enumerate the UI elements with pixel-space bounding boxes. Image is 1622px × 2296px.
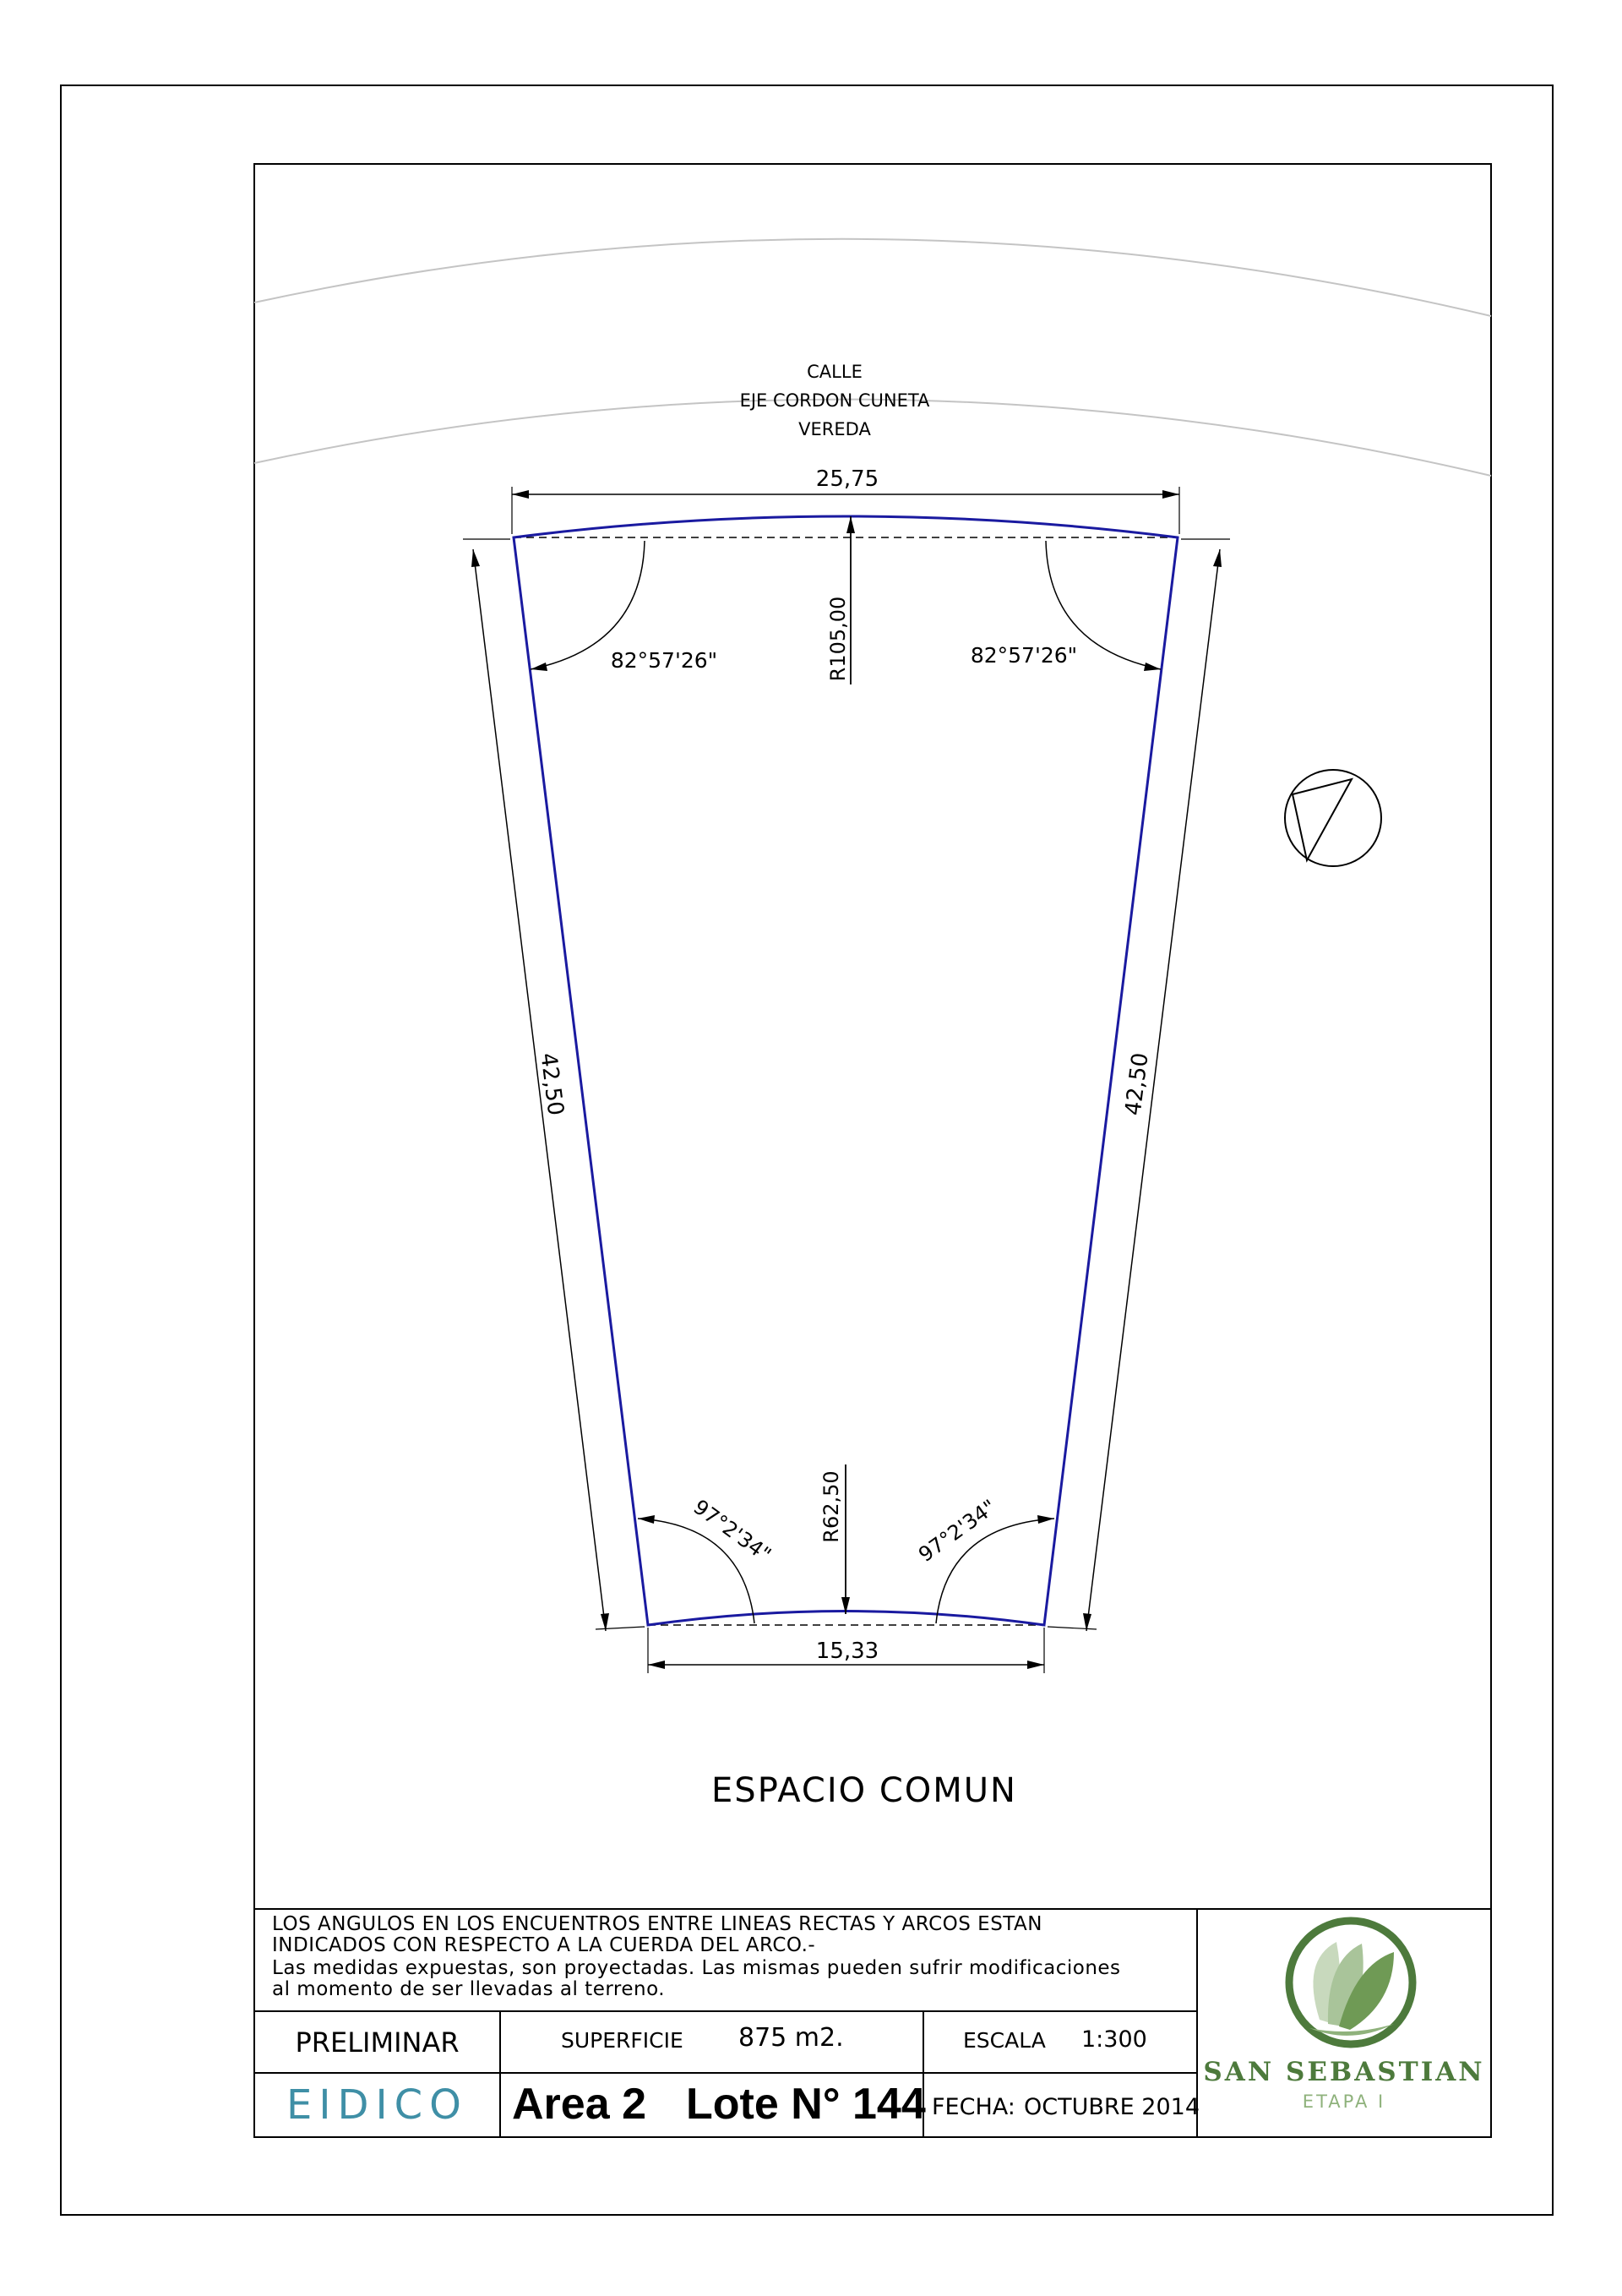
status-label: PRELIMINAR: [295, 2026, 460, 2059]
arrowhead: [1027, 1661, 1044, 1669]
disclaimer-line2: al momento de ser llevadas al terreno.: [272, 1978, 666, 2000]
scale-value: 1:300: [1081, 2026, 1147, 2053]
drawing-frame: [254, 164, 1491, 2137]
left-side-dim-line: [473, 549, 606, 1631]
angle-note-line2: INDICADOS CON RESPECTO A LA CUERDA DEL ARCO.-: [272, 1934, 816, 1956]
north-arrow-icon: [1285, 770, 1381, 866]
arrowhead: [1162, 490, 1179, 499]
plot-outline: [514, 516, 1178, 1625]
date-label: FECHA:: [932, 2094, 1015, 2120]
right-side-label: 42,50: [1120, 1051, 1154, 1117]
arrowhead: [512, 490, 529, 499]
brand-stage: ETAPA I: [1302, 2091, 1386, 2112]
extension-line: [596, 1627, 645, 1629]
arrowhead: [638, 1515, 655, 1524]
eidico-logo: EIDICO: [286, 2081, 468, 2129]
top-width-label: 25,75: [815, 466, 879, 492]
brand-name: SAN SEBASTIAN: [1203, 2057, 1485, 2087]
area-label: Area 2: [512, 2080, 646, 2129]
sidewalk-label: VEREDA: [798, 419, 871, 439]
common-space-label: ESPACIO COMUN: [711, 1771, 1017, 1810]
top-radius-label: R105,00: [826, 596, 850, 682]
date-value: OCTUBRE 2014: [1024, 2094, 1200, 2120]
bottom-right-angle-label: 97°2'34": [914, 1495, 1001, 1568]
arrowhead: [648, 1661, 665, 1669]
arrowhead: [1144, 663, 1161, 671]
street-label: CALLE: [807, 362, 863, 382]
arrowhead: [531, 663, 547, 671]
surface-label: SUPERFICIE: [561, 2028, 683, 2053]
top-left-angle-label: 82°57'26": [610, 648, 718, 673]
street-arc-inner: [254, 400, 1491, 476]
extension-line: [1048, 1627, 1097, 1629]
top-right-angle-label: 82°57'26": [970, 643, 1078, 668]
left-side-label: 42,50: [535, 1051, 569, 1117]
bottom-width-label: 15,33: [815, 1639, 879, 1664]
bottom-left-angle-label: 97°2'34": [689, 1495, 776, 1568]
disclaimer-line1: Las medidas expuestas, son proyectadas. Las mismas pueden sufrir modificaciones: [272, 1957, 1121, 1979]
curb-axis-label: EJE CORDON CUNETA: [739, 390, 930, 411]
arrowhead: [846, 516, 855, 533]
arrowhead: [1213, 549, 1222, 567]
street-arc-outer: [254, 239, 1491, 316]
arrowhead: [471, 549, 480, 567]
leaf-logo-icon: [1289, 1921, 1412, 2044]
right-side-dim-line: [1086, 549, 1220, 1631]
surface-value: 875 m2.: [738, 2023, 844, 2053]
arrowhead: [1037, 1515, 1054, 1524]
bottom-radius-label: R62,50: [819, 1470, 843, 1543]
lot-label: Lote N° 144: [686, 2080, 926, 2129]
angle-note-line1: LOS ANGULOS EN LOS ENCUENTROS ENTRE LINEAS RECTAS Y ARCOS ESTAN: [272, 1913, 1042, 1935]
scale-label: ESCALA: [963, 2028, 1046, 2053]
